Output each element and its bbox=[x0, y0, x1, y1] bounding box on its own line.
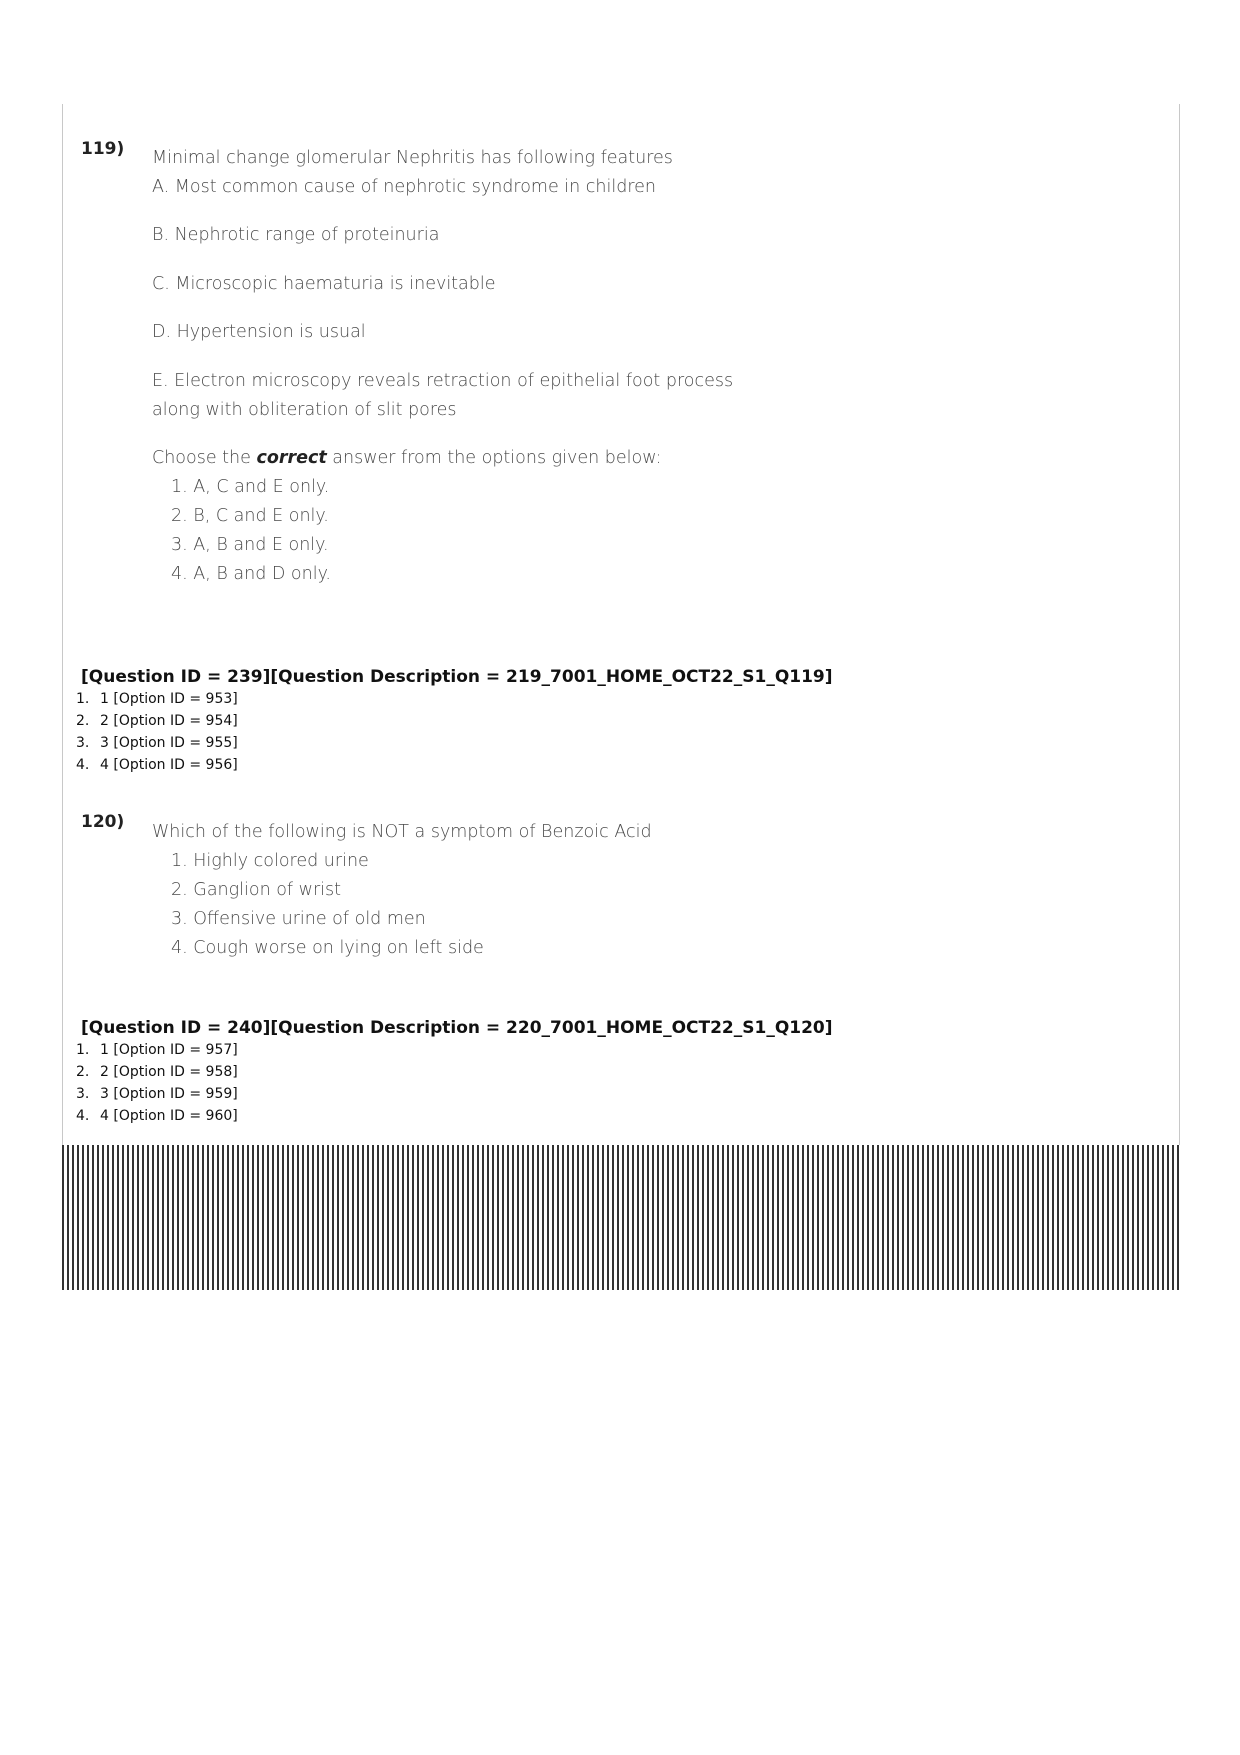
question-number: 120) bbox=[81, 812, 125, 832]
answer-option: 2. B, C and E only. bbox=[171, 506, 329, 526]
answer-option: 1. Highly colored urine bbox=[171, 851, 369, 871]
answer-option: 3. Offensive urine of old men bbox=[171, 909, 426, 929]
option-id-list bbox=[76, 1039, 238, 1127]
choose-suffix: answer from the options given below: bbox=[326, 448, 662, 468]
statement-e: E. Electron microscopy reveals retraction of epithelial foot process bbox=[152, 371, 734, 391]
statement-b: B. Nephrotic range of proteinuria bbox=[152, 225, 440, 245]
answer-option: 4. Cough worse on lying on left side bbox=[171, 938, 484, 958]
option-id-row: 2. 2 [Option ID = 954] bbox=[76, 713, 238, 729]
option-id-row: 4. 4 [Option ID = 956] bbox=[76, 757, 238, 773]
question-number: 119) bbox=[81, 139, 125, 159]
option-id-row: 1. 1 [Option ID = 957] bbox=[76, 1042, 238, 1058]
answer-option: 2. Ganglion of wrist bbox=[171, 880, 342, 900]
choose-instruction bbox=[152, 448, 661, 468]
choose-prefix: Choose the bbox=[152, 448, 257, 468]
option-id-row: 3. 3 [Option ID = 955] bbox=[76, 735, 238, 751]
striped-footer-pattern bbox=[62, 1145, 1180, 1290]
option-id-row: 1. 1 [Option ID = 953] bbox=[76, 691, 238, 707]
question-stem: Minimal change glomerular Nephritis has following features bbox=[152, 148, 673, 168]
option-id-list bbox=[76, 688, 238, 776]
answer-option: 1. A, C and E only. bbox=[171, 477, 330, 497]
statement-e-cont: along with obliteration of slit pores bbox=[152, 400, 457, 420]
question-meta: [Question ID = 240][Question Description = 220_7001_HOME_OCT22_S1_Q120] bbox=[81, 1018, 833, 1038]
answer-option: 4. A, B and D only. bbox=[171, 564, 331, 584]
question-meta: [Question ID = 239][Question Description = 219_7001_HOME_OCT22_S1_Q119] bbox=[81, 667, 833, 687]
statement-c: C. Microscopic haematuria is inevitable bbox=[152, 274, 496, 294]
question-stem: Which of the following is NOT a symptom of Benzoic Acid bbox=[152, 822, 652, 842]
option-id-row: 2. 2 [Option ID = 958] bbox=[76, 1064, 238, 1080]
option-id-row: 3. 3 [Option ID = 959] bbox=[76, 1086, 238, 1102]
statement-d: D. Hypertension is usual bbox=[152, 322, 366, 342]
choose-emphasis: correct bbox=[256, 448, 327, 468]
answer-option: 3. A, B and E only. bbox=[171, 535, 329, 555]
statement-a: A. Most common cause of nephrotic syndrome in children bbox=[152, 177, 657, 197]
option-id-row: 4. 4 [Option ID = 960] bbox=[76, 1108, 238, 1124]
